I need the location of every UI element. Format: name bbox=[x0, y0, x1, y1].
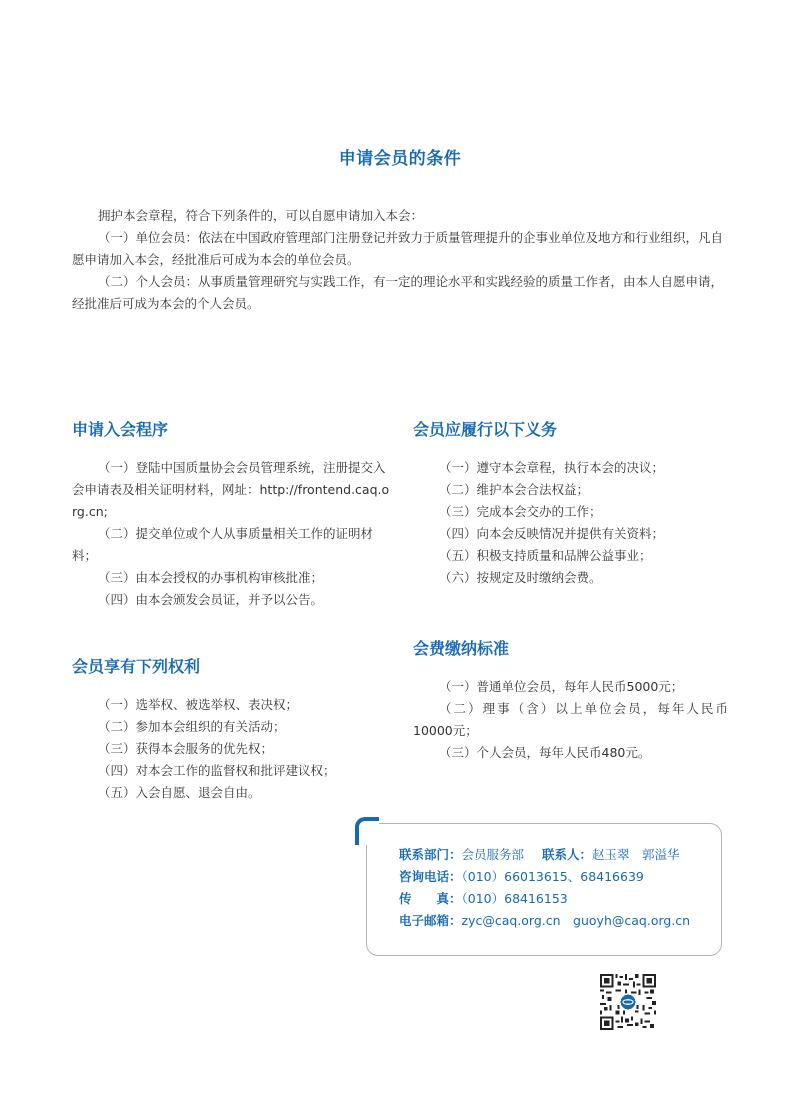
list-item: （六）按规定及时缴纳会费。 bbox=[439, 570, 602, 585]
list-item: （三）完成本会交办的工作； bbox=[439, 504, 602, 519]
list-item: （四）向本会反映情况并提供有关资料； bbox=[439, 526, 665, 541]
apply-procedure-list bbox=[72, 457, 390, 611]
fax-label: 传 真： bbox=[399, 891, 462, 906]
list-item: （二）参加本会组织的有关活动； bbox=[98, 719, 286, 734]
list-item: （四）由本会颁发会员证，并予以公告。 bbox=[98, 592, 324, 607]
list-item: （三）由本会授权的办事机构审核批准； bbox=[98, 570, 324, 585]
member-duties-list bbox=[413, 457, 728, 589]
intro-text bbox=[72, 205, 728, 315]
apply-procedure-section bbox=[72, 417, 390, 611]
intro-unit-member: （一）单位会员：依法在中国政府管理部门注册登记并致力于质量管理提升的企事业单位及地方和行业组织，凡自愿申请加入本会，经批准后可成为本会的单位会员。 bbox=[72, 230, 724, 267]
list-item: （一）登陆中国质量协会会员管理系统，注册提交入会申请表及相关证明材料，网址：http://frontend.caq.org.cn; bbox=[72, 460, 390, 519]
fee-standard-heading: 会费缴纳标准 bbox=[413, 639, 510, 658]
contact-email-row bbox=[399, 910, 690, 932]
fax-value: （010）68416153 bbox=[461, 891, 568, 906]
phone-value[interactable]: （010）66013615、68416639 bbox=[461, 869, 644, 884]
contact-phone-row bbox=[399, 866, 690, 888]
person-value: 赵玉翠 郭溢华 bbox=[592, 847, 680, 862]
fee-standard-section bbox=[413, 636, 728, 764]
member-duties-section bbox=[413, 417, 728, 589]
list-item: （三）个人会员，每年人民币480元。 bbox=[439, 745, 651, 760]
member-duties-heading: 会员应履行以下义务 bbox=[413, 420, 558, 439]
contact-box bbox=[366, 823, 722, 956]
list-item: （一）选举权、被选举权、表决权； bbox=[98, 697, 299, 712]
phone-label: 咨询电话： bbox=[399, 869, 462, 884]
list-item: （五）积极支持质量和品牌公益事业； bbox=[439, 548, 652, 563]
corner-accent bbox=[355, 817, 379, 845]
list-item: （三）获得本会服务的优先权； bbox=[98, 741, 274, 756]
email-label: 电子邮箱： bbox=[399, 913, 462, 928]
contact-dept-row bbox=[399, 844, 690, 866]
dept-value: 会员服务部 bbox=[461, 847, 525, 862]
list-item: （一）普通单位会员，每年人民币5000元； bbox=[439, 679, 684, 694]
apply-procedure-heading: 申请入会程序 bbox=[72, 420, 169, 439]
dept-label: 联系部门： bbox=[399, 847, 462, 862]
list-item: （二）提交单位或个人从事质量相关工作的证明材料； bbox=[72, 526, 374, 563]
page-title: 申请会员的条件 bbox=[338, 149, 462, 169]
list-item: （二）维护本会合法权益； bbox=[439, 482, 590, 497]
member-rights-section bbox=[72, 654, 390, 804]
list-item: （五）入会自愿、退会自由。 bbox=[98, 785, 261, 800]
fee-standard-list bbox=[413, 676, 728, 764]
intro-individual-member: （二）个人会员：从事质量管理研究与实践工作，有一定的理论水平和实践经验的质量工作者，由本人自愿申请，经批准后可成为本会的个人会员。 bbox=[72, 274, 724, 311]
person-label: 联系人： bbox=[542, 847, 593, 862]
list-item: （一）遵守本会章程，执行本会的决议； bbox=[439, 460, 665, 475]
list-item: （四）对本会工作的监督权和批评建议权； bbox=[98, 763, 336, 778]
qr-code-icon[interactable] bbox=[600, 974, 656, 1030]
intro-lead: 拥护本会章程，符合下列条件的，可以自愿申请加入本会： bbox=[98, 208, 424, 223]
member-rights-heading: 会员享有下列权利 bbox=[72, 657, 201, 676]
contact-fax-row bbox=[399, 888, 690, 910]
email-value[interactable]: zyc@caq.org.cn guoyh@caq.org.cn bbox=[461, 913, 691, 928]
member-rights-list bbox=[72, 694, 390, 804]
list-item: （二）理事（含）以上单位会员，每年人民币10000元； bbox=[413, 701, 728, 738]
